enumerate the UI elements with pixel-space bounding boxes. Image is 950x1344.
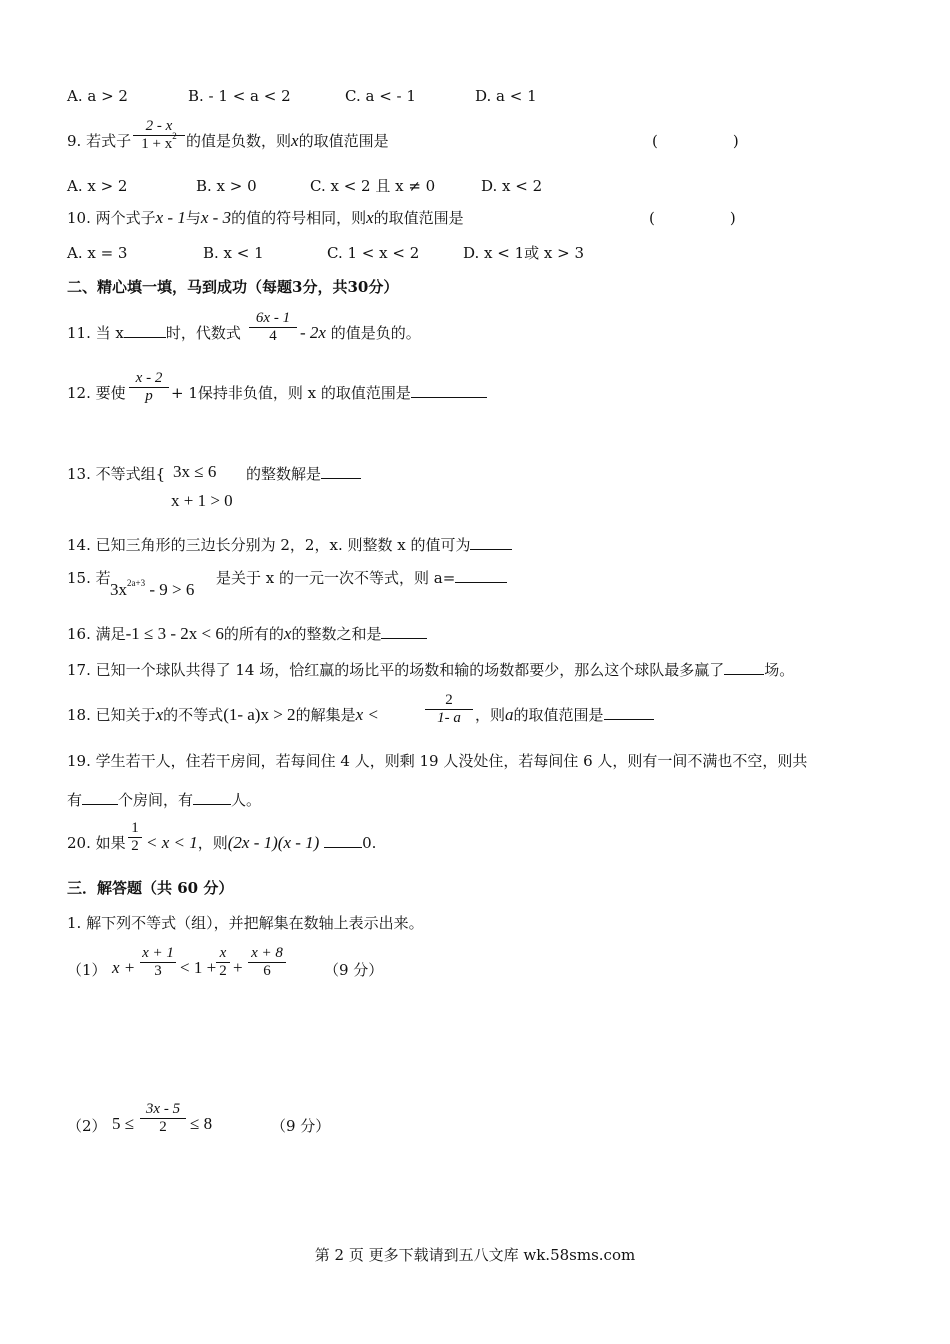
q11-blank[interactable] [124, 323, 166, 338]
q9-option-d: D. x < 2 [481, 177, 543, 195]
q11-numerator: 6x - 1 [255, 310, 291, 326]
s3-q1-text: 1. 解下列不等式（组），并把解集在数轴上表示出来。 [67, 914, 424, 932]
q12-label: 12. 要使 [67, 384, 126, 402]
q11-fraction [249, 310, 297, 345]
q13-text: 的整数解是 [246, 464, 361, 484]
q13-line-1: 3x ≤ 6 [173, 462, 217, 481]
q16-blank[interactable] [381, 624, 427, 639]
q12-blank[interactable] [411, 383, 487, 398]
q19-line-1: 19. 学生若干人，住若干房间，若每间住 4 人，则剩 19 人没处住，若每间住 6 人，则有一间不满也不空，则共 [67, 752, 808, 770]
q14-text: 14. 已知三角形的三边长分别为 2，2，x. 则整数 x 的值可为 [67, 535, 512, 555]
s3-p1-term-2: < 1 + [180, 958, 217, 977]
q9-option-c: C. x < 2 且 x ≠ 0 [310, 177, 436, 195]
q9-number: 9. 若式子 [67, 132, 132, 150]
q10-option-c: C. 1 < x < 2 [327, 244, 420, 262]
q19-rooms-blank[interactable] [82, 790, 118, 805]
s3-p2-score: （9 分） [271, 1117, 331, 1135]
q19-line-2: 有 个房间，有 人。 [67, 791, 262, 809]
s3-p1-label: （1） [67, 961, 107, 979]
s3-p1-term-1: x + [112, 958, 136, 977]
q11-text-tail: - 2x 的值是负的。 [300, 323, 421, 342]
q18-denominator: 1- a [437, 710, 461, 726]
q10-answer-paren: ( ) [649, 209, 736, 227]
q14-blank[interactable] [470, 535, 512, 550]
s3-p2-denominator: 2 [159, 1119, 167, 1135]
s3-p1-numerator-3: x + 8 [251, 945, 283, 961]
q20-label: 20. 如果 [67, 834, 126, 852]
q16-text: 16. 满足-1 ≤ 3 - 2x < 6的所有的x的整数之和是 [67, 624, 427, 644]
q8-option-b: B. - 1 < a < 2 [188, 87, 291, 105]
s3-p1-fraction-3 [248, 945, 286, 980]
s3-p2-numerator: 3x - 5 [145, 1101, 181, 1117]
q15-blank[interactable] [455, 568, 507, 583]
s3-p1-plus: + [233, 958, 243, 977]
q9-answer-paren: ( ) [652, 132, 739, 150]
s3-p1-score: （9 分） [324, 961, 384, 979]
q18-blank[interactable] [604, 705, 654, 720]
q11-text: 11. 当 x 时，代数式 [67, 324, 241, 342]
s3-p1-denominator-3: 6 [263, 963, 271, 979]
s3-p1-fraction-2 [216, 945, 230, 980]
q13-line-2: x + 1 > 0 [171, 491, 233, 510]
q13-blank[interactable] [321, 464, 361, 479]
q9-denominator: $1 + x^2$ [141, 131, 177, 152]
q20-numerator: 1 [131, 820, 139, 836]
section-2-heading: 二、精心填一填，马到成功（每题3分，共30分） [67, 278, 399, 296]
q9-option-a: A. x > 2 [67, 177, 128, 195]
q20-denominator: 2 [131, 838, 139, 854]
q8-option-a: A. a > 2 [67, 87, 128, 105]
q12-fraction [129, 370, 169, 405]
q10-option-a: A. x = 3 [67, 244, 128, 262]
s3-p1-numerator-2: x [219, 945, 227, 961]
q20-blank[interactable] [324, 833, 362, 848]
q9-text: 的值是负数，则x的取值范围是 [186, 131, 389, 150]
s3-p1-numerator-1: x + 1 [142, 945, 174, 961]
q13-label: 13. 不等式组{ [67, 465, 166, 483]
q10-text: 10. 两个式子x - 1与x - 3的值的符号相同，则x的取值范围是 [67, 208, 464, 227]
q20-text: < x < 1，则(2x - 1)(x - 1) 0. [146, 833, 377, 852]
s3-p2-term-1: 5 ≤ [112, 1114, 135, 1133]
s3-p1-denominator-1: 3 [154, 963, 162, 979]
s3-p1-denominator-2: 2 [219, 963, 227, 979]
q8-option-c: C. a < - 1 [345, 87, 416, 105]
q17-blank[interactable] [724, 660, 764, 675]
q10-option-d: D. x < 1或 x > 3 [463, 244, 585, 262]
q15-text: 是关于 x 的一元一次不等式，则 a= [216, 568, 507, 588]
q19-students-blank[interactable] [193, 790, 231, 805]
q20-fraction [128, 820, 142, 855]
q18-text: 18. 已知关于x的不等式(1- a)x > 2的解集是x < [67, 705, 379, 724]
s3-p1-fraction-1 [140, 945, 176, 980]
q12-numerator: x - 2 [135, 370, 163, 386]
q12-text: + 1保持非负值，则 x 的取值范围是 [171, 383, 487, 403]
q17-text: 17. 已知一个球队共得了 14 场，恰红赢的场比平的场数和输的场数都要少，那么这个球队最多赢了 场。 [67, 661, 795, 679]
s3-p2-fraction [140, 1101, 186, 1136]
q18-numerator: 2 [445, 692, 453, 708]
s3-p2-term-2: ≤ 8 [190, 1114, 213, 1133]
q15-expression: $3x^{2a+3} - 9 > 6$ [110, 578, 195, 599]
section-3-heading: 三．解答题（共 60 分） [67, 879, 234, 897]
q11-denominator: 4 [269, 328, 277, 344]
q8-option-d: D. a < 1 [475, 87, 537, 105]
q9-option-b: B. x > 0 [196, 177, 257, 195]
q12-denominator: p [145, 388, 153, 404]
q9-numerator: 2 - x [145, 118, 173, 134]
s3-p2-label: （2） [67, 1117, 107, 1135]
q18-fraction [425, 692, 473, 727]
q9-fraction [133, 118, 185, 153]
q18-text-tail: ，则a的取值范围是 [475, 705, 654, 725]
q15-label: 15. 若 [67, 569, 111, 587]
page-footer: 第 2 页 更多下载请到五八文库 wk.58sms.com [314, 1246, 636, 1264]
q10-option-b: B. x < 1 [203, 244, 264, 262]
